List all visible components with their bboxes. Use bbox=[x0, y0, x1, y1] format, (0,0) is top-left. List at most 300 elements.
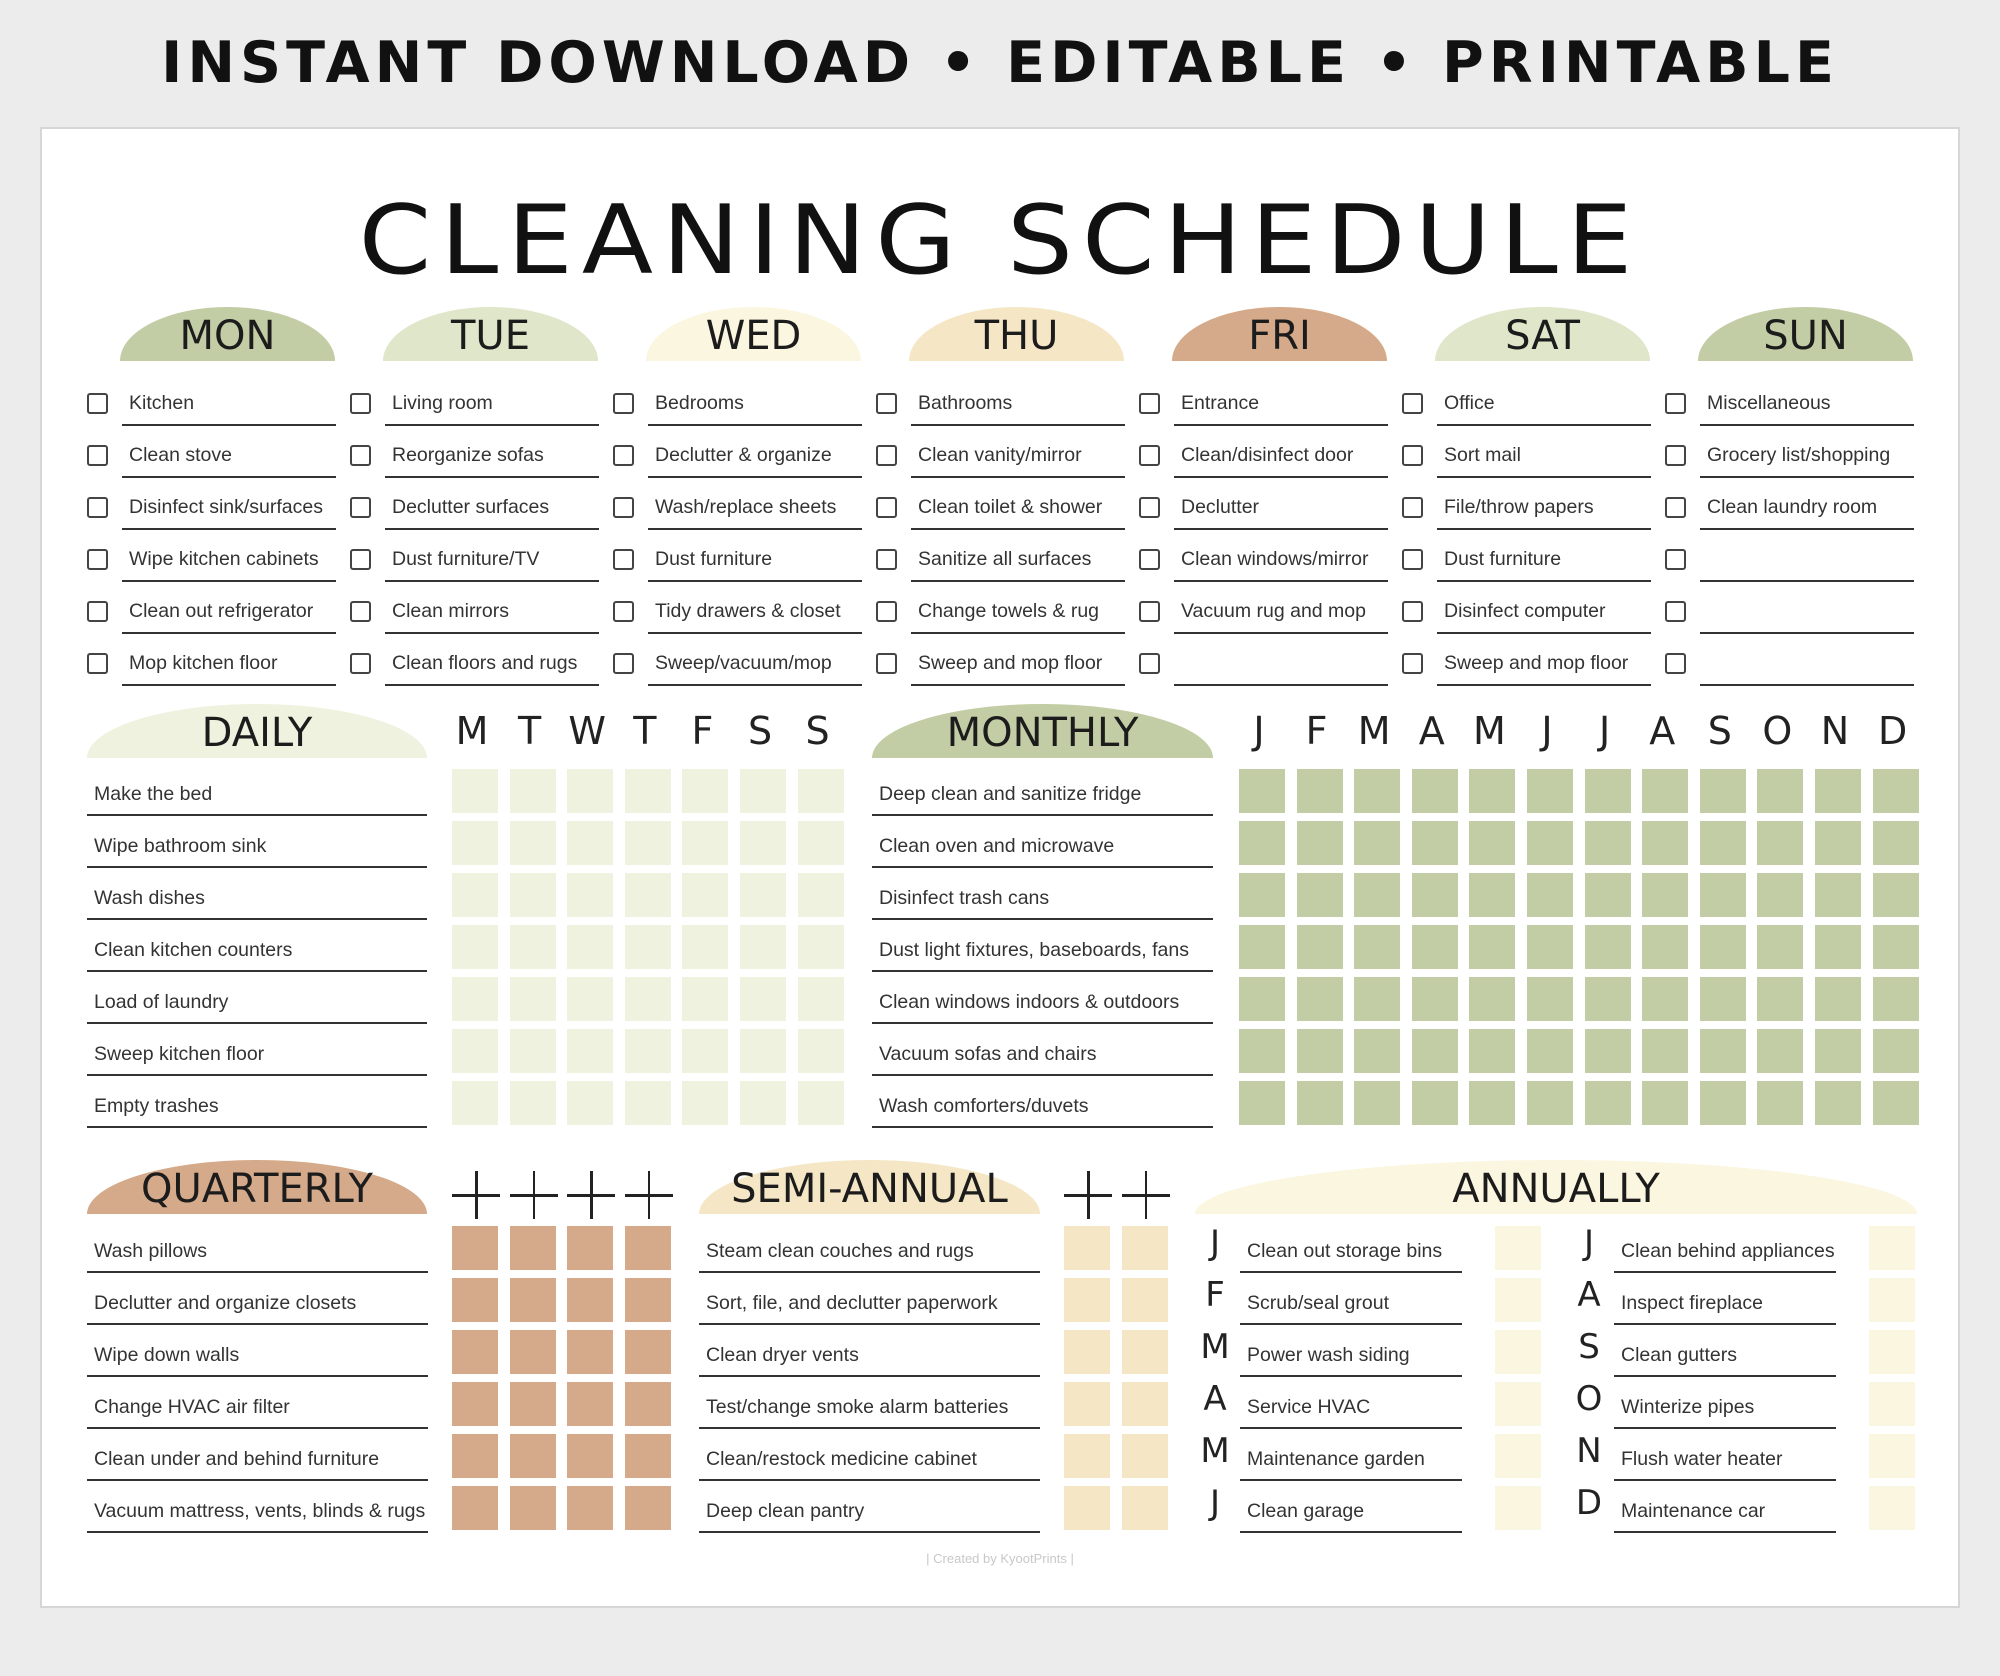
task-label[interactable]: Dust furniture/TV bbox=[385, 538, 599, 582]
annual-task-row[interactable]: Power wash siding bbox=[1240, 1333, 1462, 1377]
monthly-check-box[interactable] bbox=[1873, 1029, 1919, 1073]
monthly-check-box[interactable] bbox=[1873, 769, 1919, 813]
annual-task-row[interactable]: Scrub/seal grout bbox=[1240, 1281, 1462, 1325]
task-label[interactable]: Bathrooms bbox=[911, 382, 1125, 426]
daily-check-box[interactable] bbox=[452, 925, 498, 969]
quarterly-check-box[interactable] bbox=[567, 1382, 613, 1426]
task-row[interactable]: Vacuum mattress, vents, blinds & rugs bbox=[87, 1489, 428, 1533]
daily-check-box[interactable] bbox=[567, 873, 613, 917]
task-checkbox[interactable] bbox=[1139, 653, 1160, 674]
monthly-check-box[interactable] bbox=[1642, 1029, 1688, 1073]
task-row[interactable]: Change HVAC air filter bbox=[87, 1385, 428, 1429]
semi-annual-check-box[interactable] bbox=[1064, 1278, 1110, 1322]
monthly-check-box[interactable] bbox=[1527, 925, 1573, 969]
task-checkbox[interactable] bbox=[1665, 393, 1686, 414]
task-checkbox[interactable] bbox=[1665, 445, 1686, 466]
task-label[interactable]: Tidy drawers & closet bbox=[648, 590, 862, 634]
monthly-check-box[interactable] bbox=[1469, 769, 1515, 813]
quarterly-check-box[interactable] bbox=[567, 1330, 613, 1374]
monthly-check-box[interactable] bbox=[1469, 821, 1515, 865]
annual-check-box[interactable] bbox=[1495, 1434, 1541, 1478]
monthly-check-box[interactable] bbox=[1815, 977, 1861, 1021]
monthly-check-box[interactable] bbox=[1354, 977, 1400, 1021]
annual-task-row[interactable]: Maintenance garden bbox=[1240, 1437, 1462, 1481]
task-label[interactable]: Bedrooms bbox=[648, 382, 862, 426]
semi-annual-check-box[interactable] bbox=[1064, 1434, 1110, 1478]
annual-task-row[interactable]: Clean out storage bins bbox=[1240, 1229, 1462, 1273]
task-label[interactable] bbox=[1174, 642, 1388, 686]
quarterly-check-box[interactable] bbox=[452, 1486, 498, 1530]
task-row[interactable]: Wash pillows bbox=[87, 1229, 428, 1273]
task-checkbox[interactable] bbox=[1139, 601, 1160, 622]
daily-check-box[interactable] bbox=[682, 1029, 728, 1073]
daily-check-box[interactable] bbox=[625, 1081, 671, 1125]
task-row[interactable]: Wash comforters/duvets bbox=[872, 1084, 1213, 1128]
daily-check-box[interactable] bbox=[798, 977, 844, 1021]
monthly-check-box[interactable] bbox=[1412, 1029, 1458, 1073]
quarterly-check-box[interactable] bbox=[625, 1434, 671, 1478]
quarterly-check-box[interactable] bbox=[452, 1330, 498, 1374]
task-label[interactable]: Dust furniture bbox=[1437, 538, 1651, 582]
daily-check-box[interactable] bbox=[740, 977, 786, 1021]
quarterly-check-box[interactable] bbox=[625, 1330, 671, 1374]
monthly-check-box[interactable] bbox=[1527, 1081, 1573, 1125]
task-row[interactable]: Clean under and behind furniture bbox=[87, 1437, 428, 1481]
task-checkbox[interactable] bbox=[1139, 445, 1160, 466]
monthly-check-box[interactable] bbox=[1239, 977, 1285, 1021]
task-checkbox[interactable] bbox=[613, 601, 634, 622]
daily-check-box[interactable] bbox=[682, 1081, 728, 1125]
monthly-check-box[interactable] bbox=[1585, 1029, 1631, 1073]
quarterly-check-box[interactable] bbox=[452, 1278, 498, 1322]
annual-check-box[interactable] bbox=[1869, 1486, 1915, 1530]
daily-check-box[interactable] bbox=[682, 769, 728, 813]
monthly-check-box[interactable] bbox=[1239, 821, 1285, 865]
task-checkbox[interactable] bbox=[1402, 601, 1423, 622]
task-row[interactable]: Dust light fixtures, baseboards, fans bbox=[872, 928, 1213, 972]
semi-annual-check-box[interactable] bbox=[1064, 1382, 1110, 1426]
monthly-check-box[interactable] bbox=[1642, 769, 1688, 813]
monthly-check-box[interactable] bbox=[1527, 1029, 1573, 1073]
task-label[interactable]: Disinfect computer bbox=[1437, 590, 1651, 634]
monthly-check-box[interactable] bbox=[1469, 977, 1515, 1021]
task-row[interactable]: Wipe bathroom sink bbox=[87, 824, 427, 868]
task-row[interactable]: Sort, file, and declutter paperwork bbox=[699, 1281, 1040, 1325]
monthly-check-box[interactable] bbox=[1757, 1081, 1803, 1125]
quarterly-check-box[interactable] bbox=[510, 1226, 556, 1270]
task-row[interactable]: Clean oven and microwave bbox=[872, 824, 1213, 868]
task-checkbox[interactable] bbox=[1139, 393, 1160, 414]
monthly-check-box[interactable] bbox=[1297, 769, 1343, 813]
annual-task-row[interactable]: Service HVAC bbox=[1240, 1385, 1462, 1429]
task-label[interactable]: Wash/replace sheets bbox=[648, 486, 862, 530]
daily-check-box[interactable] bbox=[452, 977, 498, 1021]
annual-check-box[interactable] bbox=[1869, 1382, 1915, 1426]
annual-check-box[interactable] bbox=[1495, 1486, 1541, 1530]
monthly-check-box[interactable] bbox=[1469, 873, 1515, 917]
task-checkbox[interactable] bbox=[1665, 497, 1686, 518]
quarterly-check-box[interactable] bbox=[510, 1434, 556, 1478]
quarterly-check-box[interactable] bbox=[452, 1434, 498, 1478]
daily-check-box[interactable] bbox=[567, 977, 613, 1021]
task-checkbox[interactable] bbox=[350, 497, 371, 518]
daily-check-box[interactable] bbox=[567, 821, 613, 865]
task-checkbox[interactable] bbox=[87, 497, 108, 518]
semi-annual-check-box[interactable] bbox=[1122, 1330, 1168, 1374]
task-label[interactable]: Clean out refrigerator bbox=[122, 590, 336, 634]
task-checkbox[interactable] bbox=[1665, 549, 1686, 570]
task-label[interactable]: Clean laundry room bbox=[1700, 486, 1914, 530]
monthly-check-box[interactable] bbox=[1412, 925, 1458, 969]
annual-check-box[interactable] bbox=[1869, 1434, 1915, 1478]
daily-check-box[interactable] bbox=[510, 769, 556, 813]
monthly-check-box[interactable] bbox=[1527, 821, 1573, 865]
monthly-check-box[interactable] bbox=[1354, 873, 1400, 917]
semi-annual-check-box[interactable] bbox=[1122, 1486, 1168, 1530]
task-row[interactable]: Make the bed bbox=[87, 772, 427, 816]
task-row[interactable]: Deep clean and sanitize fridge bbox=[872, 772, 1213, 816]
daily-check-box[interactable] bbox=[510, 1081, 556, 1125]
monthly-check-box[interactable] bbox=[1239, 769, 1285, 813]
task-checkbox[interactable] bbox=[876, 549, 897, 570]
task-label[interactable]: Sort mail bbox=[1437, 434, 1651, 478]
task-checkbox[interactable] bbox=[613, 549, 634, 570]
monthly-check-box[interactable] bbox=[1297, 1029, 1343, 1073]
quarterly-check-box[interactable] bbox=[510, 1330, 556, 1374]
monthly-check-box[interactable] bbox=[1469, 1029, 1515, 1073]
task-label[interactable]: File/throw papers bbox=[1437, 486, 1651, 530]
quarterly-check-box[interactable] bbox=[567, 1278, 613, 1322]
monthly-check-box[interactable] bbox=[1815, 873, 1861, 917]
daily-check-box[interactable] bbox=[625, 1029, 671, 1073]
monthly-check-box[interactable] bbox=[1757, 925, 1803, 969]
monthly-check-box[interactable] bbox=[1873, 821, 1919, 865]
daily-check-box[interactable] bbox=[452, 821, 498, 865]
daily-check-box[interactable] bbox=[798, 873, 844, 917]
task-checkbox[interactable] bbox=[1402, 445, 1423, 466]
daily-check-box[interactable] bbox=[798, 1029, 844, 1073]
monthly-check-box[interactable] bbox=[1642, 925, 1688, 969]
task-checkbox[interactable] bbox=[613, 393, 634, 414]
daily-check-box[interactable] bbox=[625, 925, 671, 969]
monthly-check-box[interactable] bbox=[1412, 769, 1458, 813]
task-label[interactable]: Sweep/vacuum/mop bbox=[648, 642, 862, 686]
daily-check-box[interactable] bbox=[682, 977, 728, 1021]
task-checkbox[interactable] bbox=[350, 653, 371, 674]
daily-check-box[interactable] bbox=[798, 769, 844, 813]
task-checkbox[interactable] bbox=[1402, 393, 1423, 414]
task-checkbox[interactable] bbox=[87, 393, 108, 414]
quarterly-check-box[interactable] bbox=[567, 1226, 613, 1270]
task-label[interactable]: Sweep and mop floor bbox=[911, 642, 1125, 686]
monthly-check-box[interactable] bbox=[1642, 873, 1688, 917]
daily-check-box[interactable] bbox=[798, 821, 844, 865]
task-label[interactable] bbox=[1700, 642, 1914, 686]
task-checkbox[interactable] bbox=[613, 497, 634, 518]
task-checkbox[interactable] bbox=[613, 653, 634, 674]
monthly-check-box[interactable] bbox=[1297, 1081, 1343, 1125]
monthly-check-box[interactable] bbox=[1585, 821, 1631, 865]
monthly-check-box[interactable] bbox=[1700, 977, 1746, 1021]
task-label[interactable]: Living room bbox=[385, 382, 599, 426]
daily-check-box[interactable] bbox=[510, 1029, 556, 1073]
daily-check-box[interactable] bbox=[510, 873, 556, 917]
monthly-check-box[interactable] bbox=[1700, 873, 1746, 917]
daily-check-box[interactable] bbox=[452, 1081, 498, 1125]
monthly-check-box[interactable] bbox=[1757, 1029, 1803, 1073]
monthly-check-box[interactable] bbox=[1585, 1081, 1631, 1125]
monthly-check-box[interactable] bbox=[1700, 1029, 1746, 1073]
daily-check-box[interactable] bbox=[567, 1081, 613, 1125]
monthly-check-box[interactable] bbox=[1642, 977, 1688, 1021]
task-checkbox[interactable] bbox=[613, 445, 634, 466]
task-label[interactable]: Reorganize sofas bbox=[385, 434, 599, 478]
daily-check-box[interactable] bbox=[625, 873, 671, 917]
monthly-check-box[interactable] bbox=[1815, 1081, 1861, 1125]
daily-check-box[interactable] bbox=[740, 1029, 786, 1073]
monthly-check-box[interactable] bbox=[1642, 1081, 1688, 1125]
annual-task-row[interactable]: Inspect fireplace bbox=[1614, 1281, 1836, 1325]
semi-annual-check-box[interactable] bbox=[1064, 1330, 1110, 1374]
quarterly-check-box[interactable] bbox=[452, 1382, 498, 1426]
task-row[interactable]: Load of laundry bbox=[87, 980, 427, 1024]
monthly-check-box[interactable] bbox=[1757, 769, 1803, 813]
monthly-check-box[interactable] bbox=[1585, 769, 1631, 813]
monthly-check-box[interactable] bbox=[1873, 925, 1919, 969]
task-checkbox[interactable] bbox=[876, 601, 897, 622]
daily-check-box[interactable] bbox=[798, 1081, 844, 1125]
task-checkbox[interactable] bbox=[350, 393, 371, 414]
task-label[interactable]: Change towels & rug bbox=[911, 590, 1125, 634]
monthly-check-box[interactable] bbox=[1469, 925, 1515, 969]
task-label[interactable]: Declutter & organize bbox=[648, 434, 862, 478]
annual-check-box[interactable] bbox=[1869, 1330, 1915, 1374]
task-row[interactable]: Clean kitchen counters bbox=[87, 928, 427, 972]
daily-check-box[interactable] bbox=[682, 821, 728, 865]
monthly-check-box[interactable] bbox=[1757, 821, 1803, 865]
daily-check-box[interactable] bbox=[740, 821, 786, 865]
task-label[interactable]: Clean mirrors bbox=[385, 590, 599, 634]
monthly-check-box[interactable] bbox=[1412, 821, 1458, 865]
quarterly-check-box[interactable] bbox=[625, 1382, 671, 1426]
daily-check-box[interactable] bbox=[567, 769, 613, 813]
task-row[interactable]: Steam clean couches and rugs bbox=[699, 1229, 1040, 1273]
task-checkbox[interactable] bbox=[350, 549, 371, 570]
annual-check-box[interactable] bbox=[1495, 1226, 1541, 1270]
daily-check-box[interactable] bbox=[625, 769, 671, 813]
task-label[interactable]: Kitchen bbox=[122, 382, 336, 426]
annual-check-box[interactable] bbox=[1869, 1226, 1915, 1270]
annual-check-box[interactable] bbox=[1495, 1382, 1541, 1426]
semi-annual-check-box[interactable] bbox=[1122, 1434, 1168, 1478]
monthly-check-box[interactable] bbox=[1239, 925, 1285, 969]
task-checkbox[interactable] bbox=[1665, 653, 1686, 674]
task-label[interactable]: Declutter surfaces bbox=[385, 486, 599, 530]
annual-check-box[interactable] bbox=[1869, 1278, 1915, 1322]
monthly-check-box[interactable] bbox=[1873, 1081, 1919, 1125]
monthly-check-box[interactable] bbox=[1873, 873, 1919, 917]
monthly-check-box[interactable] bbox=[1757, 977, 1803, 1021]
task-label[interactable]: Clean/disinfect door bbox=[1174, 434, 1388, 478]
task-label[interactable] bbox=[1700, 590, 1914, 634]
task-row[interactable]: Clean dryer vents bbox=[699, 1333, 1040, 1377]
monthly-check-box[interactable] bbox=[1815, 1029, 1861, 1073]
task-checkbox[interactable] bbox=[876, 497, 897, 518]
task-row[interactable]: Deep clean pantry bbox=[699, 1489, 1040, 1533]
quarterly-check-box[interactable] bbox=[452, 1226, 498, 1270]
monthly-check-box[interactable] bbox=[1815, 821, 1861, 865]
task-label[interactable]: Clean windows/mirror bbox=[1174, 538, 1388, 582]
task-checkbox[interactable] bbox=[1402, 497, 1423, 518]
daily-check-box[interactable] bbox=[682, 873, 728, 917]
task-row[interactable]: Empty trashes bbox=[87, 1084, 427, 1128]
quarterly-check-box[interactable] bbox=[625, 1486, 671, 1530]
monthly-check-box[interactable] bbox=[1642, 821, 1688, 865]
task-label[interactable]: Clean stove bbox=[122, 434, 336, 478]
task-row[interactable]: Clean windows indoors & outdoors bbox=[872, 980, 1213, 1024]
monthly-check-box[interactable] bbox=[1527, 873, 1573, 917]
daily-check-box[interactable] bbox=[567, 1029, 613, 1073]
monthly-check-box[interactable] bbox=[1700, 1081, 1746, 1125]
monthly-check-box[interactable] bbox=[1412, 1081, 1458, 1125]
task-label[interactable]: Dust furniture bbox=[648, 538, 862, 582]
monthly-check-box[interactable] bbox=[1527, 977, 1573, 1021]
monthly-check-box[interactable] bbox=[1354, 925, 1400, 969]
daily-check-box[interactable] bbox=[452, 1029, 498, 1073]
quarterly-check-box[interactable] bbox=[567, 1434, 613, 1478]
monthly-check-box[interactable] bbox=[1873, 977, 1919, 1021]
task-label[interactable]: Clean vanity/mirror bbox=[911, 434, 1125, 478]
monthly-check-box[interactable] bbox=[1297, 873, 1343, 917]
task-checkbox[interactable] bbox=[350, 445, 371, 466]
semi-annual-check-box[interactable] bbox=[1064, 1226, 1110, 1270]
task-label[interactable]: Miscellaneous bbox=[1700, 382, 1914, 426]
task-row[interactable]: Sweep kitchen floor bbox=[87, 1032, 427, 1076]
monthly-check-box[interactable] bbox=[1239, 873, 1285, 917]
daily-check-box[interactable] bbox=[625, 977, 671, 1021]
monthly-check-box[interactable] bbox=[1239, 1029, 1285, 1073]
monthly-check-box[interactable] bbox=[1297, 977, 1343, 1021]
task-row[interactable]: Clean/restock medicine cabinet bbox=[699, 1437, 1040, 1481]
daily-check-box[interactable] bbox=[740, 925, 786, 969]
monthly-check-box[interactable] bbox=[1585, 873, 1631, 917]
monthly-check-box[interactable] bbox=[1412, 977, 1458, 1021]
task-checkbox[interactable] bbox=[87, 445, 108, 466]
task-label[interactable]: Clean floors and rugs bbox=[385, 642, 599, 686]
daily-check-box[interactable] bbox=[625, 821, 671, 865]
task-checkbox[interactable] bbox=[87, 653, 108, 674]
task-checkbox[interactable] bbox=[1402, 549, 1423, 570]
task-label[interactable]: Declutter bbox=[1174, 486, 1388, 530]
daily-check-box[interactable] bbox=[452, 873, 498, 917]
task-checkbox[interactable] bbox=[1139, 549, 1160, 570]
monthly-check-box[interactable] bbox=[1815, 925, 1861, 969]
daily-check-box[interactable] bbox=[740, 1081, 786, 1125]
semi-annual-check-box[interactable] bbox=[1064, 1486, 1110, 1530]
task-row[interactable]: Vacuum sofas and chairs bbox=[872, 1032, 1213, 1076]
task-checkbox[interactable] bbox=[876, 445, 897, 466]
monthly-check-box[interactable] bbox=[1469, 1081, 1515, 1125]
annual-task-row[interactable]: Clean gutters bbox=[1614, 1333, 1836, 1377]
semi-annual-check-box[interactable] bbox=[1122, 1226, 1168, 1270]
task-checkbox[interactable] bbox=[876, 653, 897, 674]
task-label[interactable]: Sanitize all surfaces bbox=[911, 538, 1125, 582]
task-checkbox[interactable] bbox=[1665, 601, 1686, 622]
quarterly-check-box[interactable] bbox=[625, 1226, 671, 1270]
semi-annual-check-box[interactable] bbox=[1122, 1382, 1168, 1426]
task-checkbox[interactable] bbox=[1402, 653, 1423, 674]
annual-check-box[interactable] bbox=[1495, 1278, 1541, 1322]
task-row[interactable]: Wipe down walls bbox=[87, 1333, 428, 1377]
annual-task-row[interactable]: Winterize pipes bbox=[1614, 1385, 1836, 1429]
annual-check-box[interactable] bbox=[1495, 1330, 1541, 1374]
task-label[interactable]: Wipe kitchen cabinets bbox=[122, 538, 336, 582]
quarterly-check-box[interactable] bbox=[510, 1486, 556, 1530]
task-checkbox[interactable] bbox=[87, 601, 108, 622]
task-label[interactable]: Vacuum rug and mop bbox=[1174, 590, 1388, 634]
task-row[interactable]: Wash dishes bbox=[87, 876, 427, 920]
daily-check-box[interactable] bbox=[567, 925, 613, 969]
monthly-check-box[interactable] bbox=[1757, 873, 1803, 917]
monthly-check-box[interactable] bbox=[1297, 925, 1343, 969]
monthly-check-box[interactable] bbox=[1239, 1081, 1285, 1125]
quarterly-check-box[interactable] bbox=[510, 1382, 556, 1426]
task-checkbox[interactable] bbox=[350, 601, 371, 622]
task-row[interactable]: Test/change smoke alarm batteries bbox=[699, 1385, 1040, 1429]
daily-check-box[interactable] bbox=[740, 769, 786, 813]
monthly-check-box[interactable] bbox=[1354, 769, 1400, 813]
task-row[interactable]: Disinfect trash cans bbox=[872, 876, 1213, 920]
task-label[interactable]: Sweep and mop floor bbox=[1437, 642, 1651, 686]
annual-task-row[interactable]: Flush water heater bbox=[1614, 1437, 1836, 1481]
quarterly-check-box[interactable] bbox=[510, 1278, 556, 1322]
task-checkbox[interactable] bbox=[876, 393, 897, 414]
task-row[interactable]: Declutter and organize closets bbox=[87, 1281, 428, 1325]
annual-task-row[interactable]: Clean garage bbox=[1240, 1489, 1462, 1533]
task-label[interactable]: Office bbox=[1437, 382, 1651, 426]
quarterly-check-box[interactable] bbox=[625, 1278, 671, 1322]
task-label[interactable]: Clean toilet & shower bbox=[911, 486, 1125, 530]
monthly-check-box[interactable] bbox=[1815, 769, 1861, 813]
monthly-check-box[interactable] bbox=[1527, 769, 1573, 813]
task-checkbox[interactable] bbox=[1139, 497, 1160, 518]
monthly-check-box[interactable] bbox=[1585, 977, 1631, 1021]
daily-check-box[interactable] bbox=[510, 977, 556, 1021]
task-label[interactable]: Mop kitchen floor bbox=[122, 642, 336, 686]
monthly-check-box[interactable] bbox=[1700, 925, 1746, 969]
task-label[interactable]: Disinfect sink/surfaces bbox=[122, 486, 336, 530]
task-label[interactable]: Entrance bbox=[1174, 382, 1388, 426]
task-label[interactable]: Grocery list/shopping bbox=[1700, 434, 1914, 478]
annual-task-row[interactable]: Clean behind appliances bbox=[1614, 1229, 1836, 1273]
monthly-check-box[interactable] bbox=[1354, 821, 1400, 865]
monthly-check-box[interactable] bbox=[1354, 1029, 1400, 1073]
quarterly-check-box[interactable] bbox=[567, 1486, 613, 1530]
daily-check-box[interactable] bbox=[682, 925, 728, 969]
monthly-check-box[interactable] bbox=[1585, 925, 1631, 969]
monthly-check-box[interactable] bbox=[1297, 821, 1343, 865]
semi-annual-check-box[interactable] bbox=[1122, 1278, 1168, 1322]
daily-check-box[interactable] bbox=[510, 821, 556, 865]
monthly-check-box[interactable] bbox=[1354, 1081, 1400, 1125]
daily-check-box[interactable] bbox=[798, 925, 844, 969]
daily-check-box[interactable] bbox=[510, 925, 556, 969]
daily-check-box[interactable] bbox=[452, 769, 498, 813]
task-checkbox[interactable] bbox=[87, 549, 108, 570]
monthly-check-box[interactable] bbox=[1412, 873, 1458, 917]
annual-task-row[interactable]: Maintenance car bbox=[1614, 1489, 1836, 1533]
monthly-check-box[interactable] bbox=[1700, 821, 1746, 865]
